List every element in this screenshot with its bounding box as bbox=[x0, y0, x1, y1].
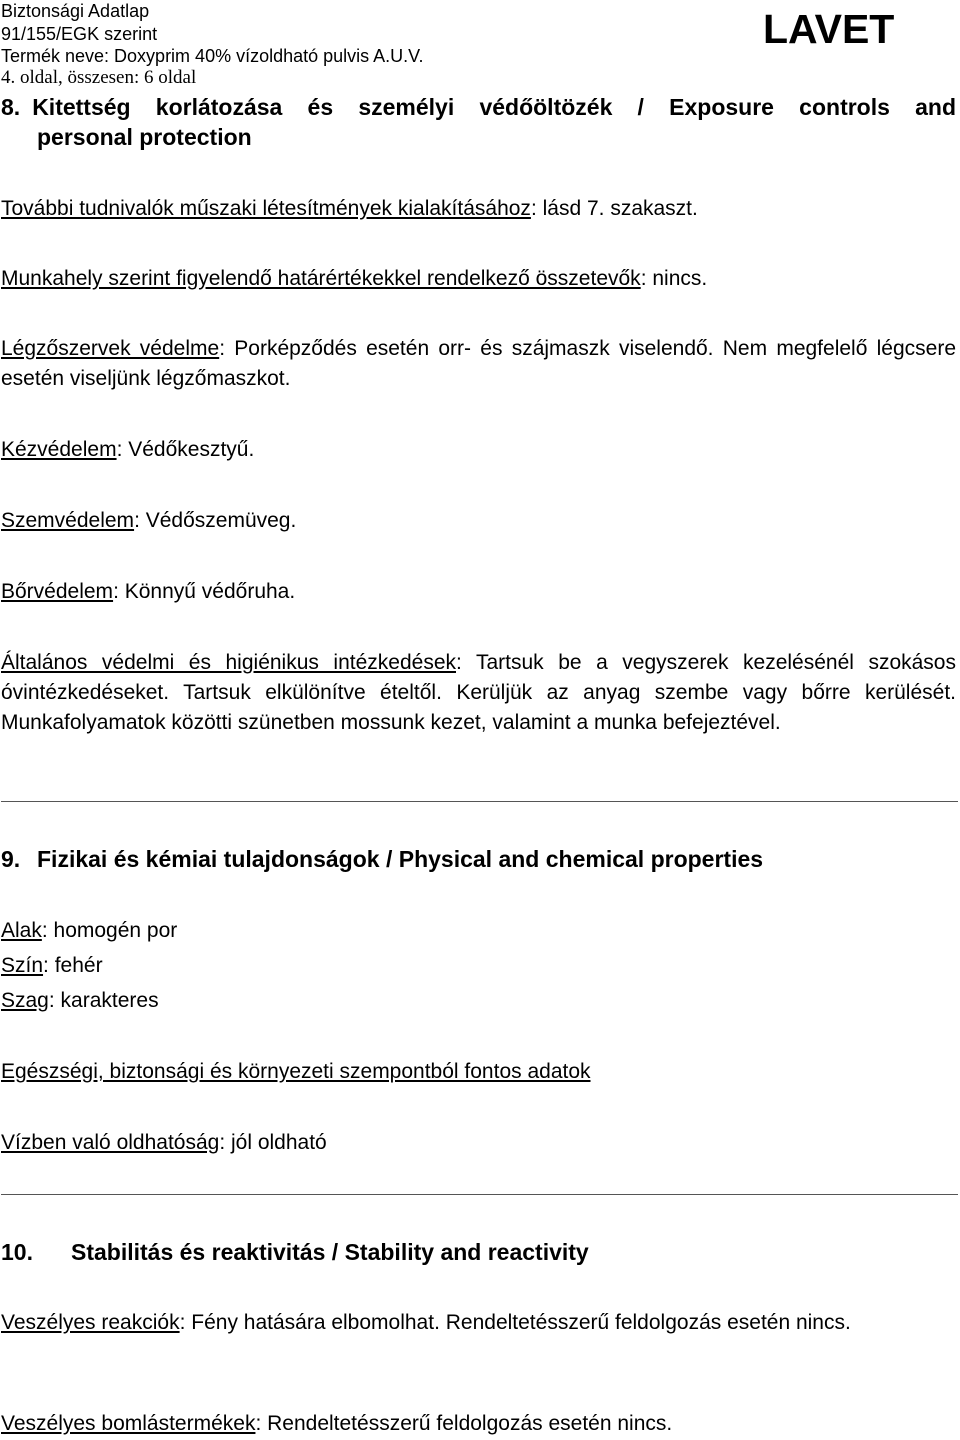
facility-info-text: : lásd 7. szakaszt. bbox=[530, 197, 698, 220]
facility-info-label: További tudnivalók műszaki létesítmények kialakításához bbox=[1, 197, 531, 220]
section-9-title bbox=[1, 844, 763, 874]
color-value: : fehér bbox=[43, 954, 103, 977]
eye-protection-text: : Védőszemüveg. bbox=[134, 509, 297, 532]
section-divider bbox=[1, 801, 958, 802]
hand-protection-text: : Védőkesztyű. bbox=[116, 438, 255, 461]
general-hygiene-label: Általános védelmi és higiénikus intézkedések bbox=[1, 651, 456, 674]
safety-data-subheading: Egészségi, biztonsági és környezeti szempontból fontos adatok bbox=[1, 1060, 591, 1083]
section-8-title bbox=[1, 92, 956, 152]
page-header bbox=[0, 0, 960, 92]
skin-protection-text: : Könnyű védőruha. bbox=[113, 580, 296, 603]
respiratory-protection-text: : Porképződés esetén orr- és szájmaszk viselendő. Nem megfelelő légcsere esetén viseljünk légzőmaszkot. bbox=[1, 337, 956, 390]
company-logo: LAVET bbox=[763, 6, 895, 52]
hazardous-decomposition-text: : Rendeltetésszerű feldolgozás esetén nincs. bbox=[255, 1412, 673, 1435]
odor-label: Szag bbox=[1, 989, 49, 1012]
exposure-limits-label: Munkahely szerint figyelendő határértékekkel rendelkező összetevők bbox=[1, 267, 641, 290]
section-8-title-line1: Kitettség korlátozása és személyi védőöltözék / Exposure controls and bbox=[32, 94, 956, 120]
exposure-limits bbox=[1, 264, 956, 294]
hand-protection-label: Kézvédelem bbox=[1, 438, 117, 461]
section-10-title-text: Stabilitás és reaktivitás / Stability and reactivity bbox=[71, 1239, 589, 1265]
general-hygiene-measures bbox=[1, 648, 956, 738]
general-hygiene-text: : Tartsuk be a vegyszerek kezelésénél szokásos óvintézkedéseket. Tartsuk elkülönítve ételtől. Kerüljük az anyag szembe vagy bőrre kerülését. Munkafolyamatok közötti szünetben mossunk kezet, valamint a munka befejeztével. bbox=[1, 651, 956, 734]
form-label: Alak bbox=[1, 919, 42, 942]
eye-protection-label: Szemvédelem bbox=[1, 509, 135, 532]
hazardous-decomposition-label: Veszélyes bomlástermékek bbox=[1, 1412, 256, 1435]
odor-property bbox=[1, 986, 956, 1016]
section-10-title bbox=[1, 1237, 589, 1267]
section-8-number: 8. bbox=[1, 94, 21, 120]
form-property bbox=[1, 916, 956, 946]
respiratory-protection-label: Légzőszervek védelme bbox=[1, 337, 220, 360]
water-solubility bbox=[1, 1128, 956, 1158]
form-value: : homogén por bbox=[41, 919, 178, 942]
hazardous-reactions-text: : Fény hatására elbomolhat. Rendeltetésszerű feldolgozás esetén nincs. bbox=[179, 1311, 851, 1334]
regulation-reference: 91/155/EGK szerint bbox=[1, 24, 158, 44]
color-label: Szín bbox=[1, 954, 44, 977]
skin-protection-label: Bőrvédelem bbox=[1, 580, 114, 603]
hazardous-reactions-label: Veszélyes reakciók bbox=[1, 1311, 180, 1334]
section-9-title-text: Fizikai és kémiai tulajdonságok / Physical and chemical properties bbox=[37, 846, 764, 872]
product-name: Termék neve: Doxyprim 40% vízoldható pulvis A.U.V. bbox=[1, 46, 424, 66]
hand-protection bbox=[1, 435, 956, 465]
section-divider bbox=[1, 1194, 958, 1195]
color-property bbox=[1, 951, 956, 981]
odor-value: : karakteres bbox=[48, 989, 159, 1012]
exposure-limits-text: : nincs. bbox=[640, 267, 708, 290]
respiratory-protection bbox=[1, 334, 956, 394]
water-solubility-value: : jól oldható bbox=[219, 1131, 327, 1154]
section-8-title-line2: personal protection bbox=[37, 124, 252, 150]
hazardous-reactions bbox=[1, 1308, 956, 1338]
hazardous-decomposition bbox=[1, 1409, 956, 1439]
water-solubility-label: Vízben való oldhatóság bbox=[1, 1131, 220, 1154]
eye-protection bbox=[1, 506, 956, 536]
page-number: 4. oldal, összesen: 6 oldal bbox=[1, 67, 197, 88]
document-type: Biztonsági Adatlap bbox=[1, 1, 150, 21]
section-10-number: 10. bbox=[1, 1239, 33, 1265]
section-9-number: 9. bbox=[1, 846, 21, 872]
facility-info bbox=[1, 194, 956, 224]
skin-protection bbox=[1, 577, 956, 607]
